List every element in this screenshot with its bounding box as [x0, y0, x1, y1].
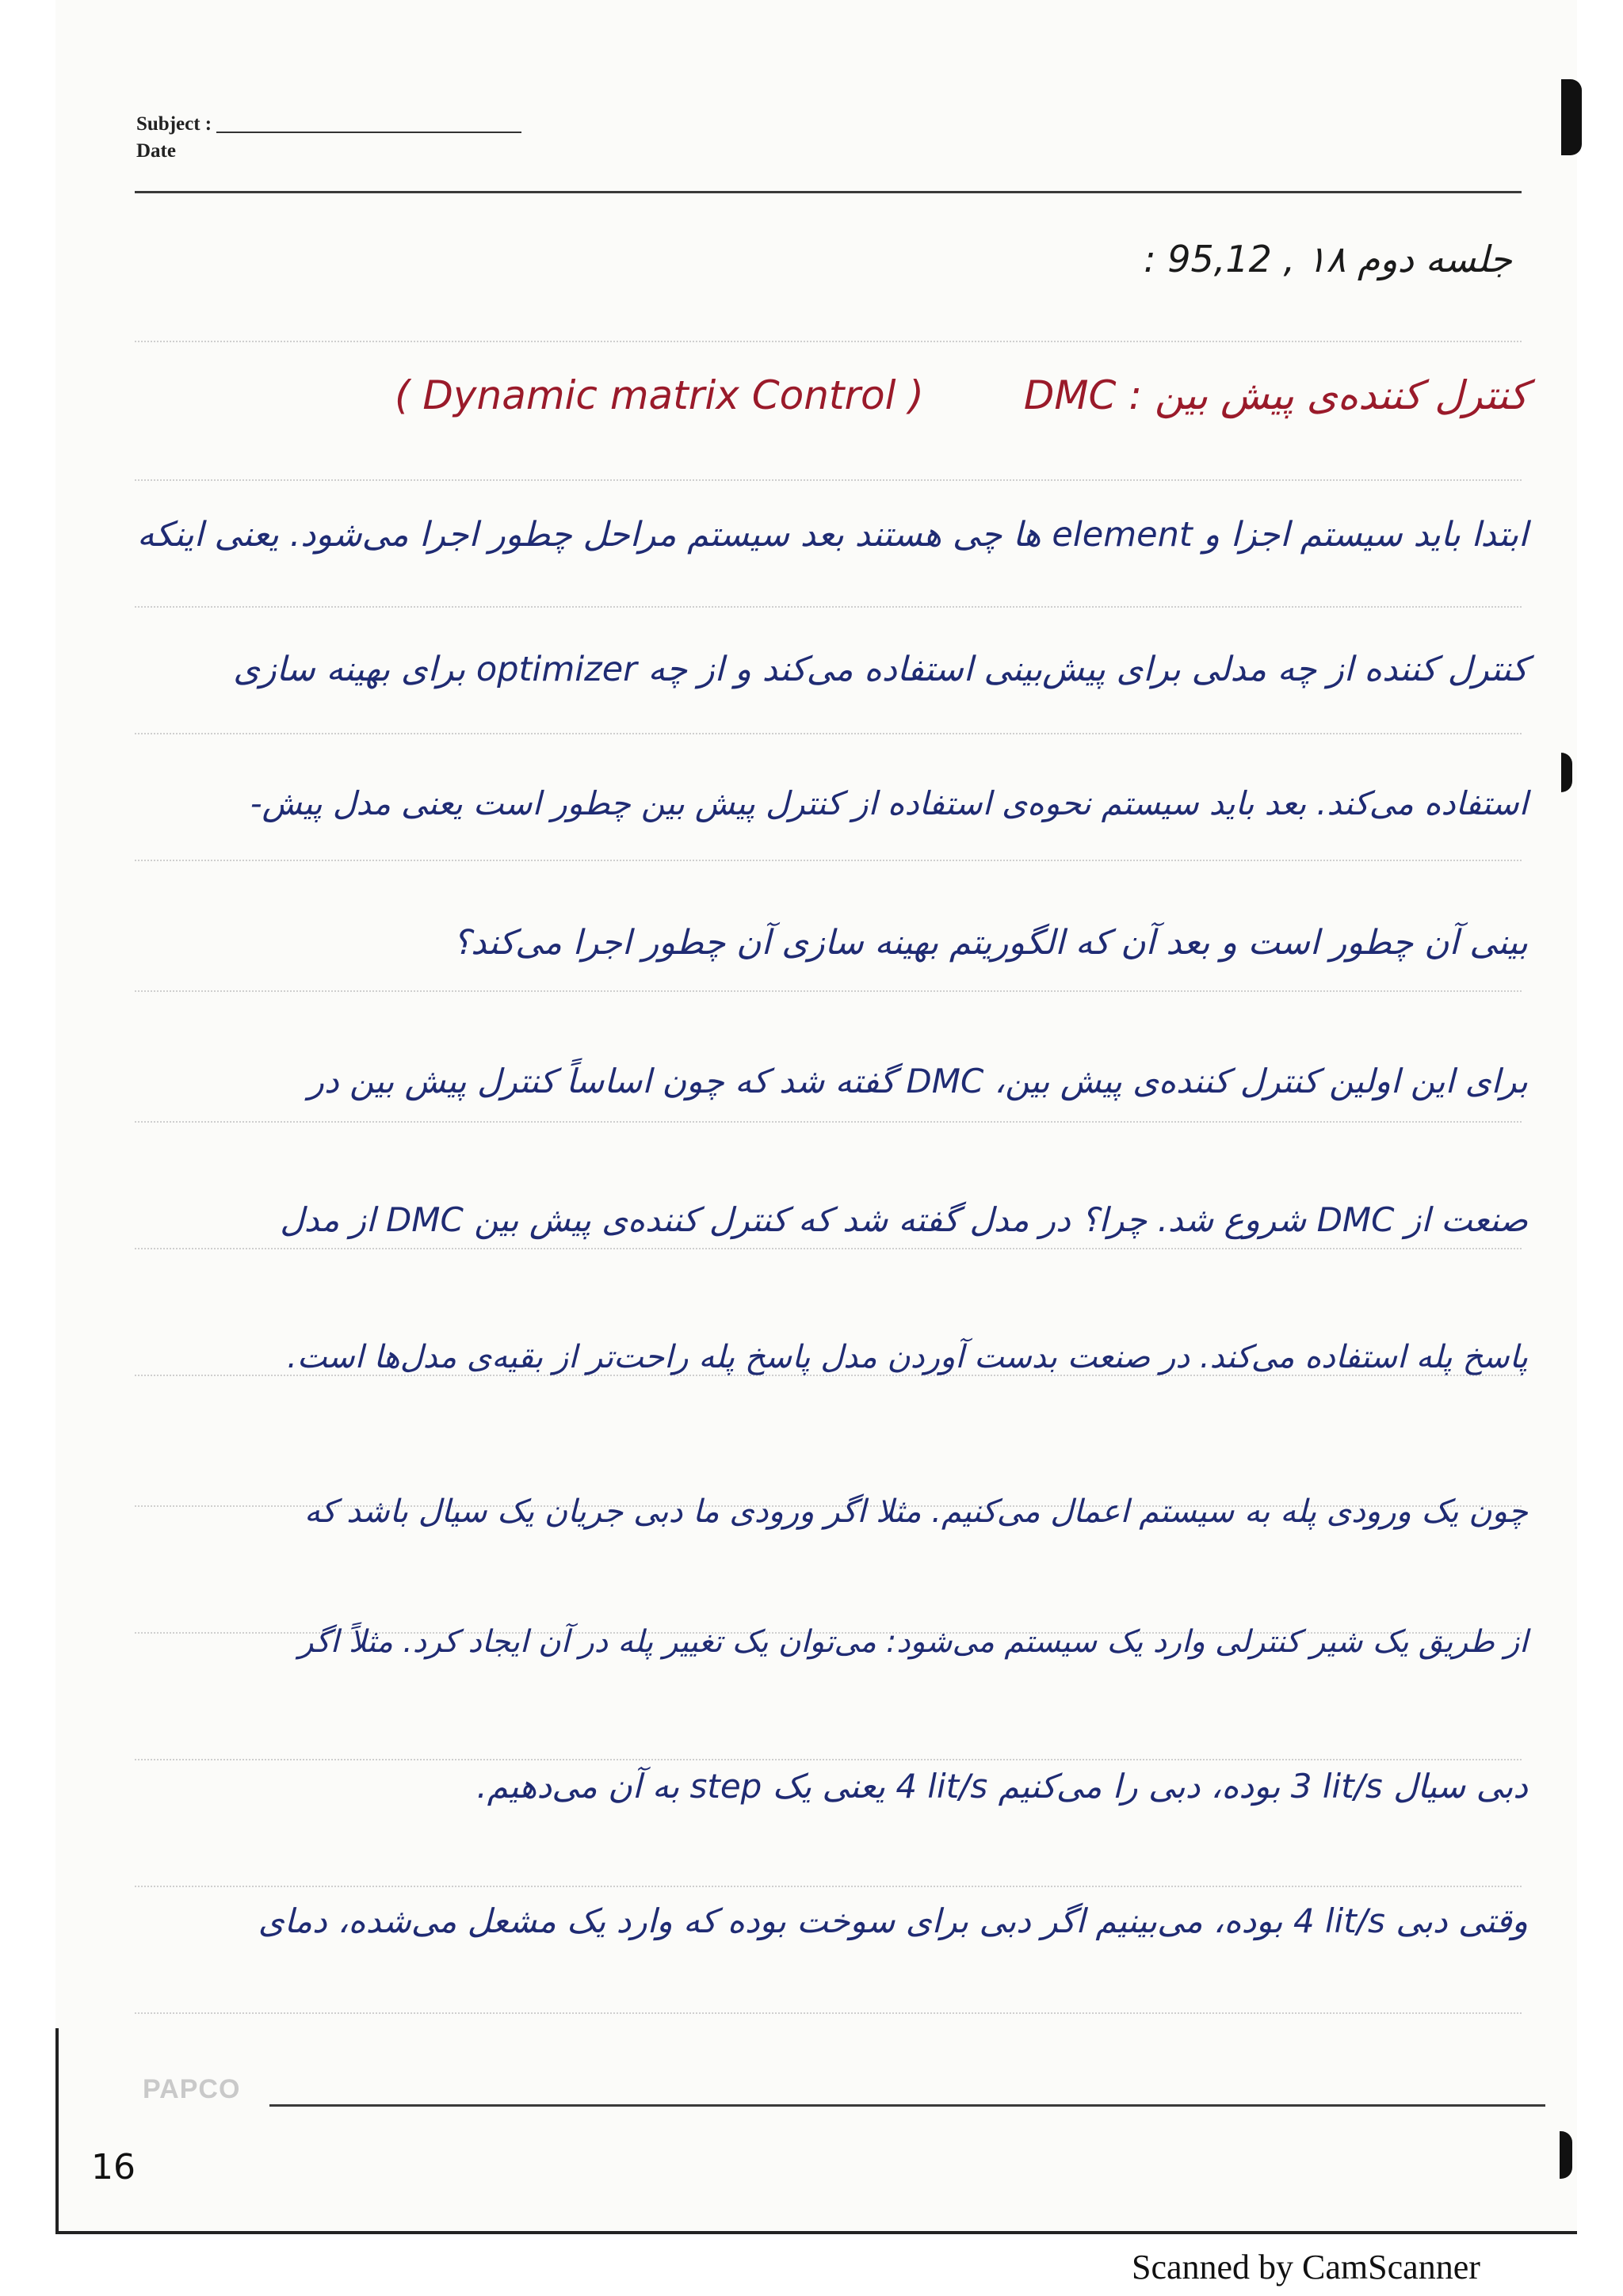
note-line-11: وقتی دبی 4 lit/s بوده، می‌بینیم اگر دبی برای سوخت بوده که وارد یک مشعل می‌شده، دمای [258, 1901, 1528, 1940]
page-edge-left [55, 2028, 59, 2234]
ruled-line [135, 860, 1522, 861]
note-line-3: استفاده می‌کند. بعد باید سیستم نحوه‌ی استفاده از کنترل پیش بین چطور است یعنی مدل پیش- [250, 784, 1528, 822]
ruled-line [135, 990, 1522, 992]
notebook-page [55, 0, 1577, 2234]
note-line-9: از طریق یک شیر کنترلی وارد یک سیستم می‌شود: می‌توان یک تغییر پله در آن ایجاد کرد. مثلاً اگر [298, 1624, 1528, 1660]
page-number: 16 [91, 2147, 136, 2187]
subject-field [136, 111, 521, 138]
ruled-line [135, 1248, 1522, 1249]
note-line-6: صنعت از DMC شروع شد. چرا؟ در مدل گفته شد که کنترل کننده‌ی پیش بین DMC از مدل [280, 1200, 1528, 1239]
header-rule [135, 191, 1522, 193]
note-line-7: پاسخ پله استفاده می‌کند. در صنعت بدست آوردن مدل پاسخ پله راحت‌تر از بقیه‌ی مدل‌ها است. [287, 1339, 1528, 1375]
subject-underline [216, 132, 521, 133]
page-header [136, 111, 521, 165]
note-title [395, 372, 1528, 418]
ruled-line [135, 2012, 1522, 2014]
ruled-line [135, 606, 1522, 608]
papco-logo: PAPCO [143, 2074, 241, 2104]
note-title-fa: کنترل کننده‌ی پیش بین : DMC [1023, 372, 1528, 418]
subject-label: Subject : [136, 113, 212, 135]
date-label: Date [136, 140, 176, 162]
ruled-line [135, 1886, 1522, 1887]
note-line-5: برای این اولین کنترل کننده‌ی پیش بین، DMC گفته شد که چون اساساً کنترل پیش بین در [307, 1062, 1528, 1100]
binder-hole-middle [1561, 753, 1572, 792]
binder-hole-bottom [1560, 2131, 1572, 2179]
note-line-8: چون یک ورودی پله به سیستم اعمال می‌کنیم. مثلا اگر ورودی ما دبی جریان یک سیال باشد که [304, 1493, 1528, 1530]
note-line-4: بینی آن چطور است و بعد آن که الگوریتم بهینه سازی آن چطور اجرا می‌کند؟ [453, 923, 1528, 963]
ruled-line [135, 733, 1522, 734]
note-line-1: ابتدا باید سیستم اجزا و element ها چی هستند بعد سیستم مراحل چطور اجرا می‌شود. یعنی اینکه [137, 515, 1528, 555]
ruled-line [135, 1121, 1522, 1123]
scanner-watermark: Scanned by CamScanner [1132, 2248, 1480, 2286]
ruled-line [135, 479, 1522, 481]
footer-rule [269, 2104, 1545, 2107]
note-line-2: کنترل کننده از چه مدلی برای پیش‌بینی استفاده می‌کند و از چه optimizer برای بهینه سازی [233, 650, 1528, 689]
page-edge-bottom [55, 2231, 1577, 2234]
ruled-line [135, 1759, 1522, 1760]
date-field [136, 138, 521, 165]
session-date-line: جلسه دوم ۱۸ , 95,12 : [1144, 238, 1512, 280]
note-title-en: ( Dynamic matrix Control ) [395, 372, 924, 418]
ruled-line [135, 341, 1522, 342]
binder-hole-top [1561, 79, 1582, 155]
note-line-10: دبی سیال 3 lit/s بوده، دبی را می‌کنیم 4 lit/s یعنی یک step به آن می‌دهیم. [476, 1767, 1528, 1806]
